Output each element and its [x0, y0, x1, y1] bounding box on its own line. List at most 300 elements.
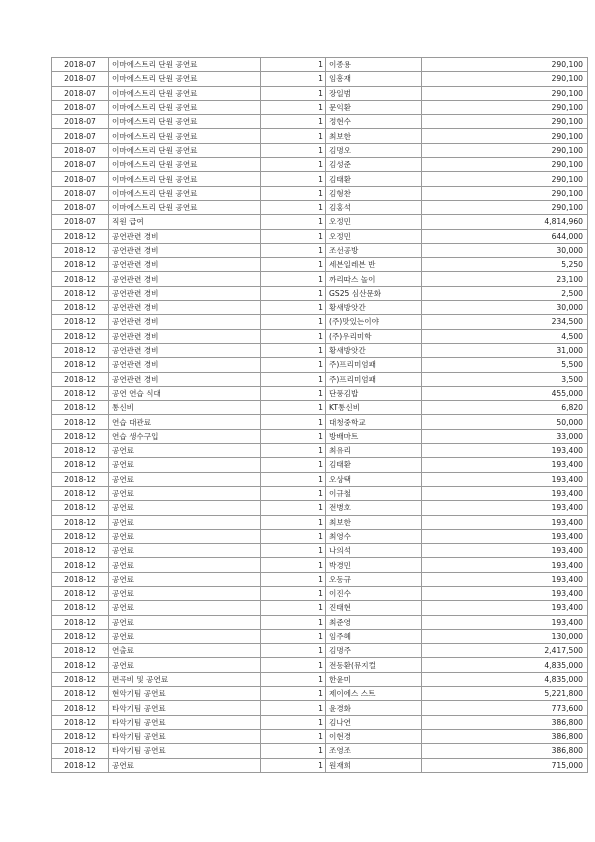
table-row: [52, 329, 588, 343]
cell-date: 2018-12: [52, 629, 109, 643]
cell-date: 2018-12: [52, 472, 109, 486]
cell-item: 현악기팀 공연료: [109, 687, 261, 701]
table-row: [52, 172, 588, 186]
cell-qty: 1: [261, 143, 326, 157]
cell-payee: 김명주: [326, 644, 422, 658]
cell-qty: 1: [261, 358, 326, 372]
cell-date: 2018-07: [52, 143, 109, 157]
table-row: [52, 558, 588, 572]
cell-amount: 3,500: [422, 372, 588, 386]
table-row: [52, 243, 588, 257]
cell-qty: 1: [261, 158, 326, 172]
cell-date: 2018-12: [52, 458, 109, 472]
cell-date: 2018-12: [52, 258, 109, 272]
cell-payee: 이종용: [326, 58, 422, 72]
table-row: [52, 258, 588, 272]
cell-date: 2018-12: [52, 658, 109, 672]
cell-qty: 1: [261, 58, 326, 72]
cell-payee: 김태환: [326, 172, 422, 186]
cell-qty: 1: [261, 629, 326, 643]
cell-item: 이마에스트리 단원 공연료: [109, 143, 261, 157]
cell-item: 공연료: [109, 586, 261, 600]
cell-date: 2018-12: [52, 386, 109, 400]
cell-item: 공연료: [109, 601, 261, 615]
cell-payee: 김홍석: [326, 200, 422, 214]
cell-amount: 193,400: [422, 586, 588, 600]
cell-payee: 오동규: [326, 572, 422, 586]
table-row: [52, 115, 588, 129]
cell-payee: 김태환: [326, 458, 422, 472]
cell-qty: 1: [261, 100, 326, 114]
cell-qty: 1: [261, 229, 326, 243]
cell-date: 2018-12: [52, 444, 109, 458]
table-row: [52, 744, 588, 758]
cell-payee: 정현수: [326, 115, 422, 129]
cell-item: 이마에스트리 단원 공연료: [109, 115, 261, 129]
cell-payee: 최준영: [326, 615, 422, 629]
table-row: [52, 529, 588, 543]
table-row: [52, 586, 588, 600]
cell-payee: 대청중학교: [326, 415, 422, 429]
cell-qty: 1: [261, 172, 326, 186]
cell-amount: 30,000: [422, 301, 588, 315]
table-row: [52, 629, 588, 643]
cell-amount: 5,500: [422, 358, 588, 372]
cell-payee: 김나연: [326, 715, 422, 729]
table-row: [52, 200, 588, 214]
cell-date: 2018-12: [52, 672, 109, 686]
cell-payee: 조영조: [326, 744, 422, 758]
cell-date: 2018-12: [52, 401, 109, 415]
cell-date: 2018-12: [52, 515, 109, 529]
table-row: [52, 544, 588, 558]
cell-amount: 290,100: [422, 86, 588, 100]
cell-payee: 박경민: [326, 558, 422, 572]
table-row: [52, 301, 588, 315]
cell-date: 2018-12: [52, 415, 109, 429]
table-row: [52, 758, 588, 772]
cell-amount: 193,400: [422, 558, 588, 572]
cell-item: 공연료: [109, 658, 261, 672]
cell-payee: (주)맛있는이야: [326, 315, 422, 329]
cell-qty: 1: [261, 529, 326, 543]
table-row: [52, 501, 588, 515]
cell-amount: 386,800: [422, 729, 588, 743]
cell-qty: 1: [261, 672, 326, 686]
cell-item: 공연관련 경비: [109, 272, 261, 286]
cell-item: 공연료: [109, 529, 261, 543]
cell-item: 공연관련 경비: [109, 258, 261, 272]
cell-payee: 오정민: [326, 229, 422, 243]
cell-item: 직원 급여: [109, 215, 261, 229]
cell-item: 공연 연습 식대: [109, 386, 261, 400]
table-row: [52, 186, 588, 200]
table-row: [52, 86, 588, 100]
cell-amount: 290,100: [422, 100, 588, 114]
cell-qty: 1: [261, 601, 326, 615]
table-row: [52, 343, 588, 357]
cell-item: 공연관련 경비: [109, 372, 261, 386]
cell-payee: 임흥재: [326, 72, 422, 86]
cell-item: 공연료: [109, 572, 261, 586]
cell-qty: 1: [261, 386, 326, 400]
cell-qty: 1: [261, 501, 326, 515]
cell-payee: 방배마트: [326, 429, 422, 443]
cell-item: 이마에스트리 단원 공연료: [109, 200, 261, 214]
cell-payee: 전병호: [326, 501, 422, 515]
table-row: [52, 129, 588, 143]
cell-payee: 김명오: [326, 143, 422, 157]
cell-qty: 1: [261, 515, 326, 529]
cell-date: 2018-07: [52, 58, 109, 72]
cell-item: 이마에스트리 단원 공연료: [109, 129, 261, 143]
cell-qty: 1: [261, 258, 326, 272]
cell-qty: 1: [261, 329, 326, 343]
cell-amount: 4,835,000: [422, 658, 588, 672]
cell-item: 이마에스트리 단원 공연료: [109, 186, 261, 200]
cell-qty: 1: [261, 429, 326, 443]
cell-qty: 1: [261, 243, 326, 257]
cell-amount: 290,100: [422, 186, 588, 200]
cell-amount: 193,400: [422, 572, 588, 586]
cell-payee: 나의석: [326, 544, 422, 558]
cell-qty: 1: [261, 301, 326, 315]
cell-item: 공연관련 경비: [109, 329, 261, 343]
table-row: [52, 158, 588, 172]
cell-qty: 1: [261, 372, 326, 386]
cell-qty: 1: [261, 715, 326, 729]
table-row: [52, 658, 588, 672]
cell-payee: 최유리: [326, 444, 422, 458]
cell-amount: 5,250: [422, 258, 588, 272]
cell-payee: 황새방앗간: [326, 301, 422, 315]
cell-date: 2018-12: [52, 229, 109, 243]
table-row: [52, 601, 588, 615]
cell-item: 타악기팀 공연료: [109, 744, 261, 758]
cell-date: 2018-12: [52, 558, 109, 572]
table-row: [52, 386, 588, 400]
table-row: [52, 715, 588, 729]
cell-qty: 1: [261, 572, 326, 586]
cell-item: 공연관련 경비: [109, 301, 261, 315]
cell-qty: 1: [261, 286, 326, 300]
cell-payee: 단풍김밥: [326, 386, 422, 400]
cell-amount: 386,800: [422, 715, 588, 729]
cell-amount: 6,820: [422, 401, 588, 415]
table-row: [52, 315, 588, 329]
cell-amount: 290,100: [422, 58, 588, 72]
cell-item: 공연료: [109, 558, 261, 572]
table-row: [52, 729, 588, 743]
cell-item: 공연료: [109, 515, 261, 529]
cell-amount: 193,400: [422, 529, 588, 543]
cell-amount: 193,400: [422, 444, 588, 458]
table-row: [52, 444, 588, 458]
cell-qty: 1: [261, 401, 326, 415]
cell-payee: 최보한: [326, 515, 422, 529]
cell-date: 2018-07: [52, 100, 109, 114]
table-row: [52, 615, 588, 629]
table-row: [52, 358, 588, 372]
cell-amount: 50,000: [422, 415, 588, 429]
cell-payee: 이현경: [326, 729, 422, 743]
cell-date: 2018-12: [52, 544, 109, 558]
cell-amount: 193,400: [422, 501, 588, 515]
cell-date: 2018-12: [52, 358, 109, 372]
cell-date: 2018-12: [52, 343, 109, 357]
cell-amount: 290,100: [422, 172, 588, 186]
cell-amount: 193,400: [422, 472, 588, 486]
cell-qty: 1: [261, 544, 326, 558]
cell-date: 2018-07: [52, 158, 109, 172]
cell-item: 공연료: [109, 444, 261, 458]
expense-table-body: [52, 58, 588, 773]
cell-payee: 주)프리미엄패: [326, 372, 422, 386]
cell-qty: 1: [261, 758, 326, 772]
cell-qty: 1: [261, 86, 326, 100]
cell-date: 2018-12: [52, 615, 109, 629]
cell-item: 통신비: [109, 401, 261, 415]
cell-amount: 290,100: [422, 158, 588, 172]
cell-amount: 290,100: [422, 115, 588, 129]
cell-payee: 문익환: [326, 100, 422, 114]
table-row: [52, 401, 588, 415]
cell-qty: 1: [261, 272, 326, 286]
cell-qty: 1: [261, 315, 326, 329]
cell-amount: 4,500: [422, 329, 588, 343]
cell-item: 편곡비 및 공연료: [109, 672, 261, 686]
cell-item: 이마에스트리 단원 공연료: [109, 72, 261, 86]
cell-date: 2018-07: [52, 129, 109, 143]
cell-item: 연습 생수구입: [109, 429, 261, 443]
table-row: [52, 286, 588, 300]
cell-qty: 1: [261, 701, 326, 715]
table-row: [52, 215, 588, 229]
table-row: [52, 486, 588, 500]
cell-date: 2018-12: [52, 286, 109, 300]
cell-item: 연습 대관료: [109, 415, 261, 429]
cell-item: 이마에스트리 단원 공연료: [109, 58, 261, 72]
cell-qty: 1: [261, 215, 326, 229]
cell-amount: 290,100: [422, 72, 588, 86]
cell-amount: 31,000: [422, 343, 588, 357]
cell-amount: 455,000: [422, 386, 588, 400]
table-row: [52, 372, 588, 386]
cell-date: 2018-12: [52, 758, 109, 772]
cell-date: 2018-07: [52, 215, 109, 229]
table-row: [52, 644, 588, 658]
cell-amount: 386,800: [422, 744, 588, 758]
cell-qty: 1: [261, 644, 326, 658]
cell-payee: 김성준: [326, 158, 422, 172]
cell-qty: 1: [261, 129, 326, 143]
cell-item: 공연관련 경비: [109, 343, 261, 357]
cell-item: 타악기팀 공연료: [109, 729, 261, 743]
cell-payee: 한윤미: [326, 672, 422, 686]
cell-date: 2018-12: [52, 687, 109, 701]
cell-item: 공연관련 경비: [109, 229, 261, 243]
cell-amount: 5,221,800: [422, 687, 588, 701]
table-row: [52, 58, 588, 72]
cell-payee: 진태현: [326, 601, 422, 615]
table-row: [52, 429, 588, 443]
cell-date: 2018-12: [52, 272, 109, 286]
cell-date: 2018-12: [52, 429, 109, 443]
cell-item: 공연료: [109, 472, 261, 486]
cell-payee: (주)우리미학: [326, 329, 422, 343]
cell-amount: 2,417,500: [422, 644, 588, 658]
cell-amount: 193,400: [422, 458, 588, 472]
table-row: [52, 572, 588, 586]
cell-amount: 290,100: [422, 143, 588, 157]
cell-amount: 644,000: [422, 229, 588, 243]
table-row: [52, 415, 588, 429]
table-row: [52, 100, 588, 114]
cell-amount: 193,400: [422, 601, 588, 615]
cell-payee: 황새방앗간: [326, 343, 422, 357]
expense-table: [51, 57, 588, 773]
cell-item: 이마에스트리 단원 공연료: [109, 158, 261, 172]
cell-item: 공연료: [109, 615, 261, 629]
cell-payee: 이진수: [326, 586, 422, 600]
cell-date: 2018-12: [52, 501, 109, 515]
cell-amount: 23,100: [422, 272, 588, 286]
cell-item: 이마에스트리 단원 공연료: [109, 86, 261, 100]
cell-date: 2018-12: [52, 529, 109, 543]
table-row: [52, 143, 588, 157]
cell-qty: 1: [261, 729, 326, 743]
cell-payee: 원재희: [326, 758, 422, 772]
cell-amount: 715,000: [422, 758, 588, 772]
cell-item: 공연료: [109, 501, 261, 515]
cell-item: 공연료: [109, 629, 261, 643]
cell-amount: 33,000: [422, 429, 588, 443]
table-row: [52, 515, 588, 529]
table-row: [52, 472, 588, 486]
table-row: [52, 72, 588, 86]
cell-amount: 4,835,000: [422, 672, 588, 686]
cell-payee: 임주혜: [326, 629, 422, 643]
cell-amount: 130,000: [422, 629, 588, 643]
cell-qty: 1: [261, 115, 326, 129]
cell-amount: 773,600: [422, 701, 588, 715]
cell-date: 2018-07: [52, 72, 109, 86]
cell-date: 2018-12: [52, 572, 109, 586]
cell-item: 타악기팀 공연료: [109, 701, 261, 715]
cell-date: 2018-07: [52, 86, 109, 100]
cell-payee: 최영수: [326, 529, 422, 543]
cell-payee: 세븐일레븐 반: [326, 258, 422, 272]
cell-payee: 주)프리미엄패: [326, 358, 422, 372]
cell-qty: 1: [261, 472, 326, 486]
table-row: [52, 672, 588, 686]
cell-amount: 193,400: [422, 615, 588, 629]
cell-amount: 290,100: [422, 129, 588, 143]
cell-payee: 오상택: [326, 472, 422, 486]
cell-date: 2018-12: [52, 586, 109, 600]
cell-item: 이마에스트리 단원 공연료: [109, 100, 261, 114]
cell-amount: 193,400: [422, 486, 588, 500]
cell-qty: 1: [261, 687, 326, 701]
cell-payee: 전동환(뮤지컬: [326, 658, 422, 672]
cell-payee: GS25 심산문화: [326, 286, 422, 300]
cell-qty: 1: [261, 343, 326, 357]
cell-amount: 193,400: [422, 544, 588, 558]
cell-qty: 1: [261, 415, 326, 429]
cell-item: 공연관련 경비: [109, 286, 261, 300]
cell-date: 2018-07: [52, 186, 109, 200]
cell-qty: 1: [261, 200, 326, 214]
cell-date: 2018-12: [52, 372, 109, 386]
cell-qty: 1: [261, 72, 326, 86]
cell-payee: 최보한: [326, 129, 422, 143]
cell-item: 공연관련 경비: [109, 243, 261, 257]
cell-payee: 이규철: [326, 486, 422, 500]
cell-payee: 제이에스 스트: [326, 687, 422, 701]
cell-amount: 290,100: [422, 200, 588, 214]
cell-payee: 윤경화: [326, 701, 422, 715]
cell-date: 2018-12: [52, 744, 109, 758]
cell-date: 2018-12: [52, 315, 109, 329]
cell-qty: 1: [261, 186, 326, 200]
cell-payee: 까리따스 놀이: [326, 272, 422, 286]
cell-date: 2018-12: [52, 243, 109, 257]
table-row: [52, 687, 588, 701]
cell-qty: 1: [261, 558, 326, 572]
cell-date: 2018-12: [52, 301, 109, 315]
cell-qty: 1: [261, 458, 326, 472]
cell-payee: 김형찬: [326, 186, 422, 200]
cell-item: 연출료: [109, 644, 261, 658]
cell-amount: 193,400: [422, 515, 588, 529]
table-row: [52, 272, 588, 286]
cell-date: 2018-12: [52, 729, 109, 743]
cell-payee: 조선공방: [326, 243, 422, 257]
cell-date: 2018-12: [52, 715, 109, 729]
cell-qty: 1: [261, 658, 326, 672]
cell-qty: 1: [261, 744, 326, 758]
cell-date: 2018-12: [52, 329, 109, 343]
cell-item: 공연료: [109, 544, 261, 558]
cell-date: 2018-12: [52, 601, 109, 615]
cell-item: 공연관련 경비: [109, 315, 261, 329]
cell-amount: 30,000: [422, 243, 588, 257]
cell-date: 2018-12: [52, 701, 109, 715]
cell-item: 이마에스트리 단원 공연료: [109, 172, 261, 186]
cell-date: 2018-12: [52, 486, 109, 500]
table-row: [52, 229, 588, 243]
cell-qty: 1: [261, 444, 326, 458]
table-row: [52, 458, 588, 472]
cell-item: 공연료: [109, 486, 261, 500]
table-row: [52, 701, 588, 715]
cell-date: 2018-12: [52, 644, 109, 658]
cell-amount: 234,500: [422, 315, 588, 329]
cell-item: 공연관련 경비: [109, 358, 261, 372]
cell-date: 2018-07: [52, 200, 109, 214]
cell-item: 타악기팀 공연료: [109, 715, 261, 729]
cell-payee: 오정민: [326, 215, 422, 229]
cell-qty: 1: [261, 615, 326, 629]
cell-payee: 장일범: [326, 86, 422, 100]
cell-amount: 2,500: [422, 286, 588, 300]
cell-qty: 1: [261, 586, 326, 600]
cell-date: 2018-07: [52, 172, 109, 186]
cell-item: 공연료: [109, 758, 261, 772]
cell-item: 공연료: [109, 458, 261, 472]
cell-date: 2018-07: [52, 115, 109, 129]
cell-amount: 4,814,960: [422, 215, 588, 229]
